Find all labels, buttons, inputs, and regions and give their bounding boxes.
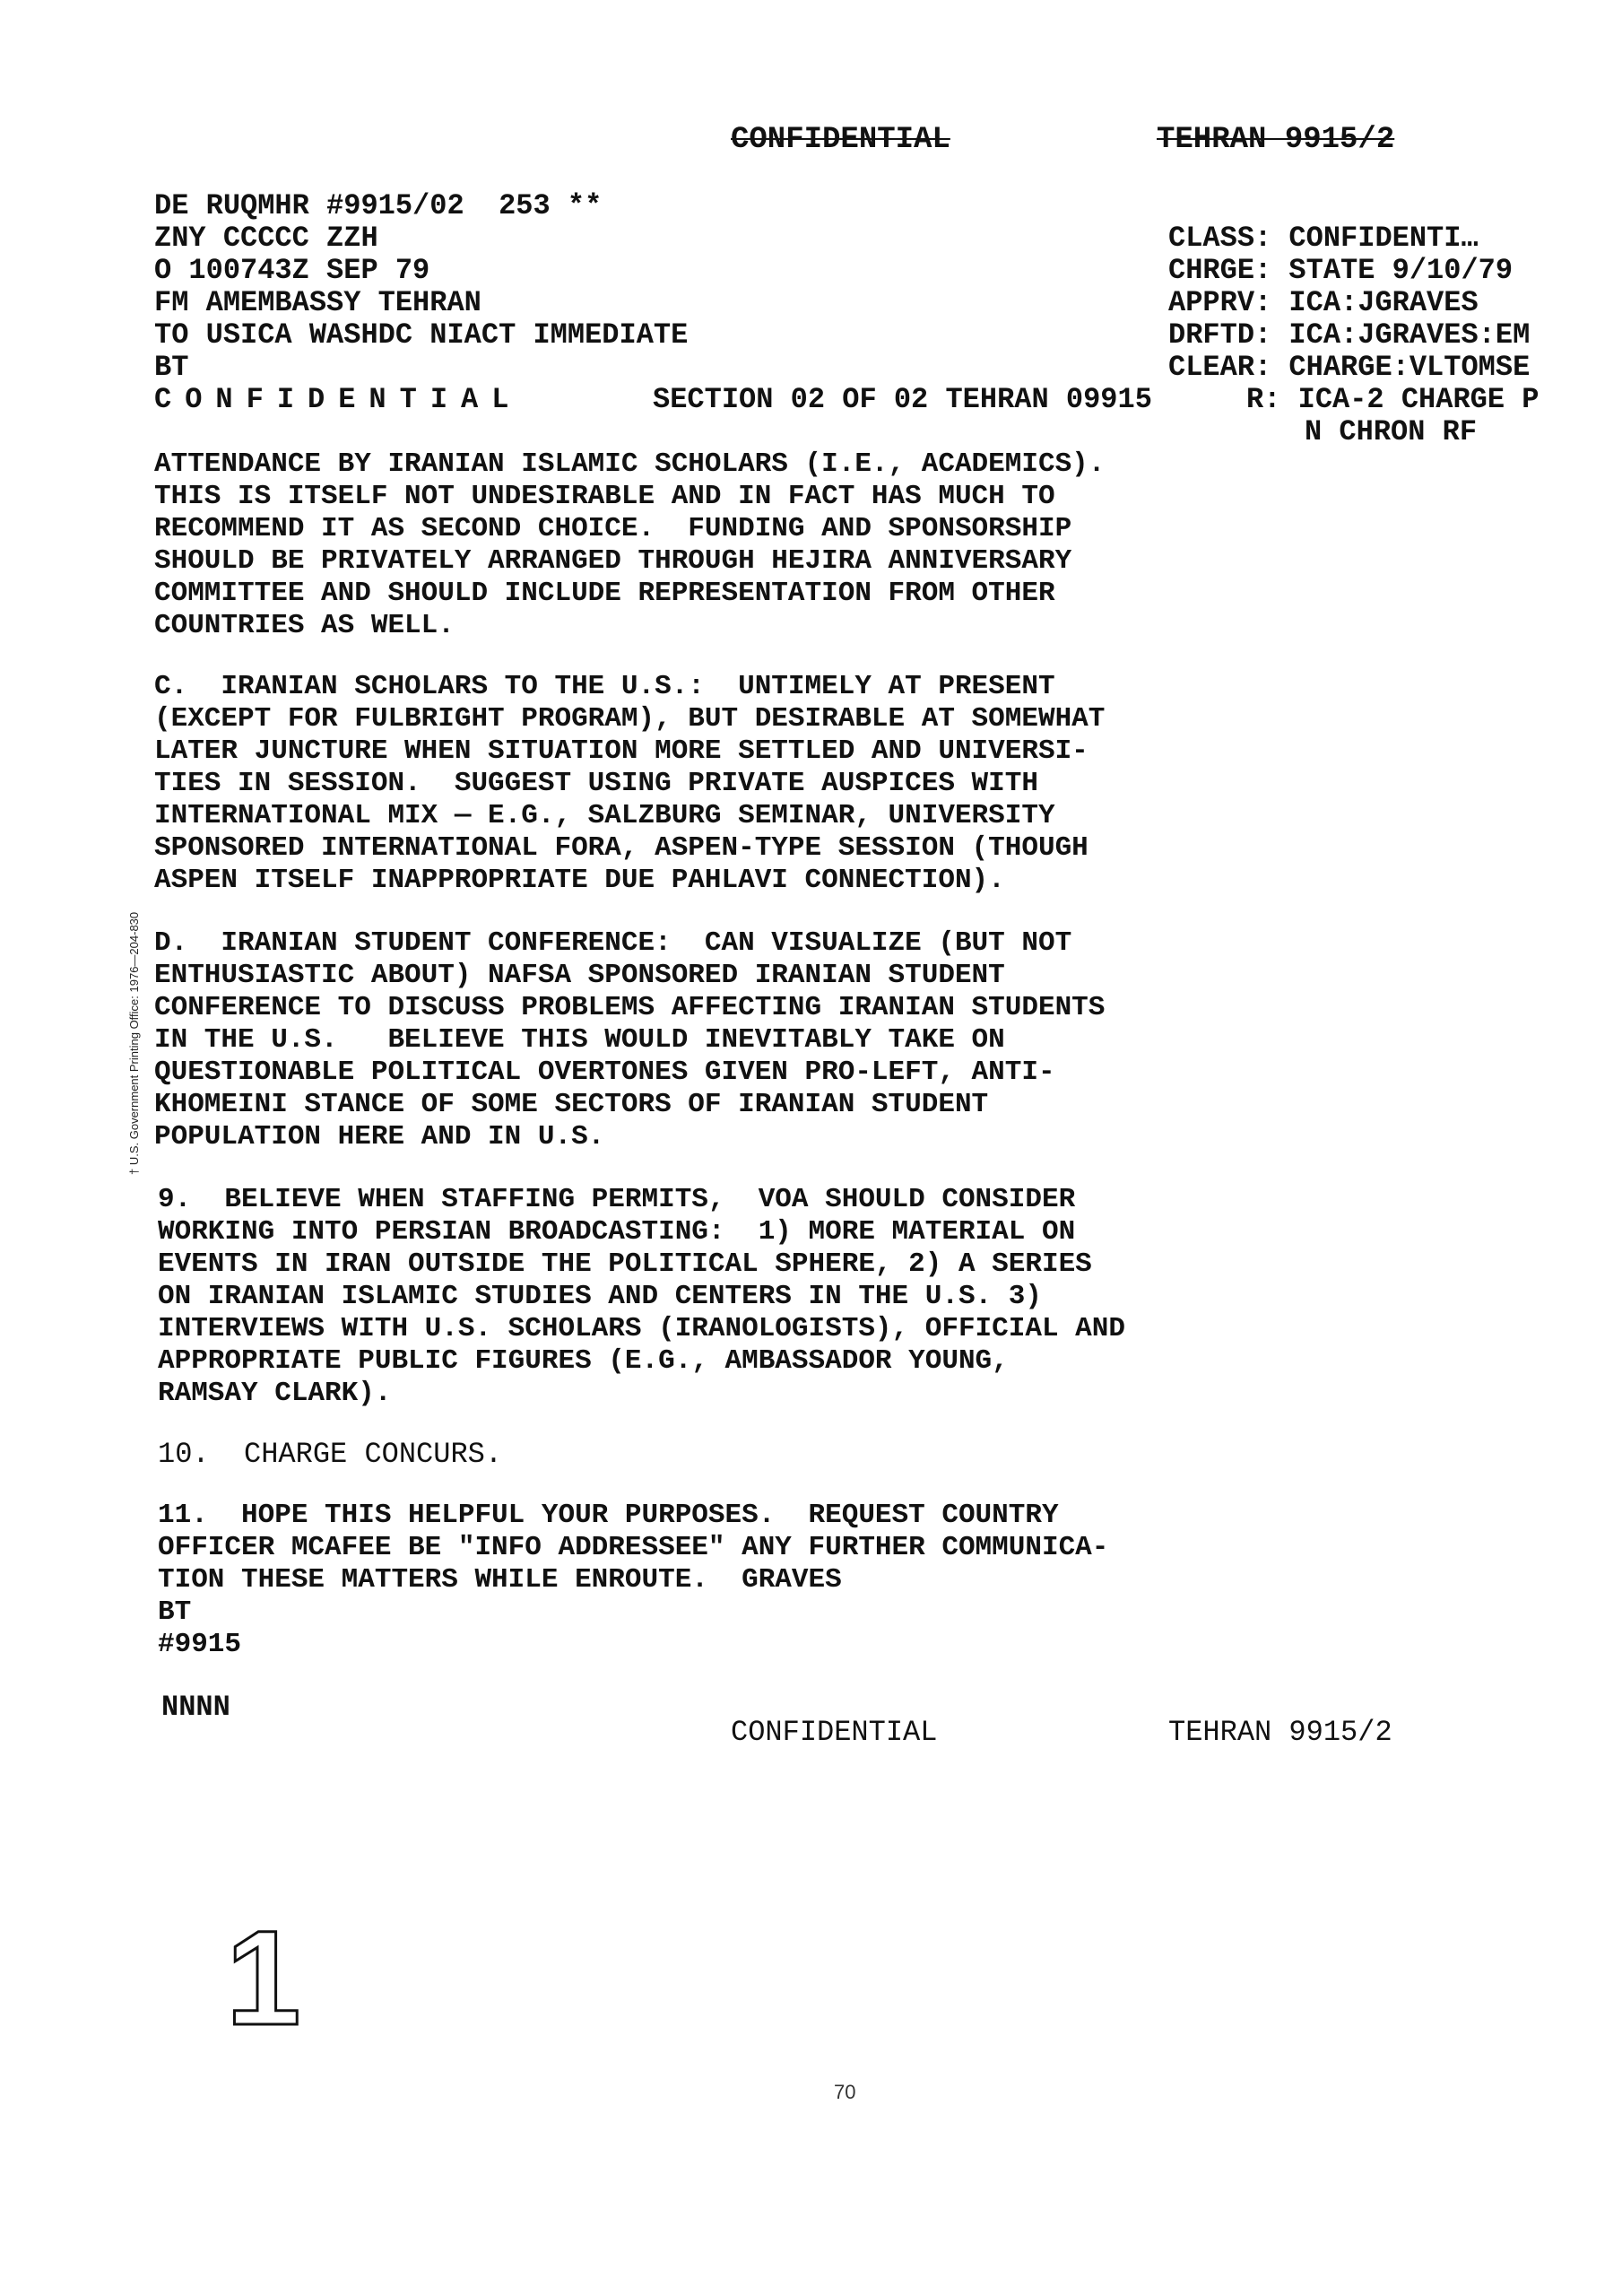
end-marker-nnnn: NNNN <box>161 1691 230 1724</box>
para-line: ASPEN ITSELF INAPPROPRIATE DUE PAHLAVI CONNECTION). <box>154 865 1005 896</box>
para-line: 11. HOPE THIS HELPFUL YOUR PURPOSES. REQUEST COUNTRY <box>158 1500 1059 1531</box>
para-line: D. IRANIAN STUDENT CONFERENCE: CAN VISUALIZE (BUT NOT <box>154 927 1072 959</box>
para-line: TION THESE MATTERS WHILE ENROUTE. GRAVES <box>158 1564 842 1596</box>
para-line: SPONSORED INTERNATIONAL FORA, ASPEN-TYPE SESSION (THOUGH <box>154 832 1089 864</box>
large-page-marker: 1 <box>226 1902 301 2053</box>
routing-line-3: O 100743Z SEP 79 <box>154 254 430 287</box>
para-line: #9915 <box>158 1629 242 1660</box>
para-line: KHOMEINI STANCE OF SOME SECTORS OF IRANIAN STUDENT <box>154 1089 989 1120</box>
header-classification: CONFIDENTIAL <box>731 123 950 157</box>
para-line: C. IRANIAN SCHOLARS TO THE U.S.: UNTIMELY AT PRESENT <box>154 671 1055 702</box>
para-line: SHOULD BE PRIVATELY ARRANGED THROUGH HEJIRA ANNIVERSARY <box>154 545 1072 577</box>
para-line: 9. BELIEVE WHEN STAFFING PERMITS, VOA SHOULD CONSIDER <box>158 1184 1076 1215</box>
footer-reference: TEHRAN 9915/2 <box>1168 1716 1392 1749</box>
para-line: RAMSAY CLARK). <box>158 1378 392 1409</box>
distr-field: R: ICA-2 CHARGE P <box>1246 383 1540 416</box>
printing-office-margin-note: † U.S. Government Printing Office: 1976—204-830 <box>127 911 141 1175</box>
para-line: COMMITTEE AND SHOULD INCLUDE REPRESENTATION FROM OTHER <box>154 578 1055 609</box>
chrge-field: CHRGE: STATE 9/10/79 <box>1168 254 1514 287</box>
routing-line-4: FM AMEMBASSY TEHRAN <box>154 286 481 319</box>
routing-line-1: DE RUQMHR #9915/02 253 ** <box>154 189 603 222</box>
drftd-field: DRFTD: ICA:JGRAVES:EM <box>1168 318 1531 352</box>
page-number: 70 <box>834 2081 856 2103</box>
routing-section-line: SECTION 02 OF 02 TEHRAN 09915 <box>653 383 1152 416</box>
para-line: INTERNATIONAL MIX — E.G., SALZBURG SEMINAR, UNIVERSITY <box>154 800 1055 831</box>
para-line: POPULATION HERE AND IN U.S. <box>154 1121 605 1152</box>
para-line: TIES IN SESSION. SUGGEST USING PRIVATE AUSPICES WITH <box>154 768 1038 799</box>
para-line: OFFICER MCAFEE BE "INFO ADDRESSEE" ANY FURTHER COMMUNICA- <box>158 1532 1109 1563</box>
para-line: RECOMMEND IT AS SECOND CHOICE. FUNDING AND SPONSORSHIP <box>154 513 1072 544</box>
para-line: INTERVIEWS WITH U.S. SCHOLARS (IRANOLOGISTS), OFFICIAL AND <box>158 1313 1125 1344</box>
paragraph-10: 10. CHARGE CONCURS. <box>158 1438 503 1471</box>
class-field: CLASS: CONFIDENTI… <box>1168 222 1479 255</box>
para-line: QUESTIONABLE POLITICAL OVERTONES GIVEN PRO-LEFT, ANTI- <box>154 1057 1055 1088</box>
clear-field: CLEAR: CHARGE:VLTOMSE <box>1168 351 1531 384</box>
para-line: ENTHUSIASTIC ABOUT) NAFSA SPONSORED IRANIAN STUDENT <box>154 960 1005 991</box>
para-line: APPROPRIATE PUBLIC FIGURES (E.G., AMBASSADOR YOUNG, <box>158 1345 1009 1377</box>
routing-line-5: TO USICA WASHDC NIACT IMMEDIATE <box>154 318 689 352</box>
para-line: LATER JUNCTURE WHEN SITUATION MORE SETTLED AND UNIVERSI- <box>154 735 1089 767</box>
para-line: ON IRANIAN ISLAMIC STUDIES AND CENTERS IN THE U.S. 3) <box>158 1281 1042 1312</box>
para-line: (EXCEPT FOR FULBRIGHT PROGRAM), BUT DESIRABLE AT SOMEWHAT <box>154 703 1106 735</box>
chron-field: N CHRON RF <box>1305 415 1478 448</box>
para-line: ATTENDANCE BY IRANIAN ISLAMIC SCHOLARS (I.E., ACADEMICS). <box>154 448 1106 480</box>
para-line: WORKING INTO PERSIAN BROADCASTING: 1) MORE MATERIAL ON <box>158 1216 1076 1248</box>
routing-line-6: BT <box>154 351 189 384</box>
routing-line-2: ZNY CCCCC ZZH <box>154 222 378 255</box>
para-line: EVENTS IN IRAN OUTSIDE THE POLITICAL SPHERE, 2) A SERIES <box>158 1248 1092 1280</box>
para-line: COUNTRIES AS WELL. <box>154 610 455 641</box>
apprv-field: APPRV: ICA:JGRAVES <box>1168 286 1479 319</box>
header-reference: TEHRAN 9915/2 <box>1157 123 1395 157</box>
para-line: BT <box>158 1596 192 1628</box>
para-line: THIS IS ITSELF NOT UNDESIRABLE AND IN FACT HAS MUCH TO <box>154 481 1055 512</box>
para-line: IN THE U.S. BELIEVE THIS WOULD INEVITABLY TAKE ON <box>154 1024 1005 1056</box>
para-line: CONFERENCE TO DISCUSS PROBLEMS AFFECTING IRANIAN STUDENTS <box>154 992 1106 1023</box>
routing-confidential-spaced: CONFIDENTIAL <box>154 383 523 416</box>
footer-classification: CONFIDENTIAL <box>731 1716 938 1749</box>
